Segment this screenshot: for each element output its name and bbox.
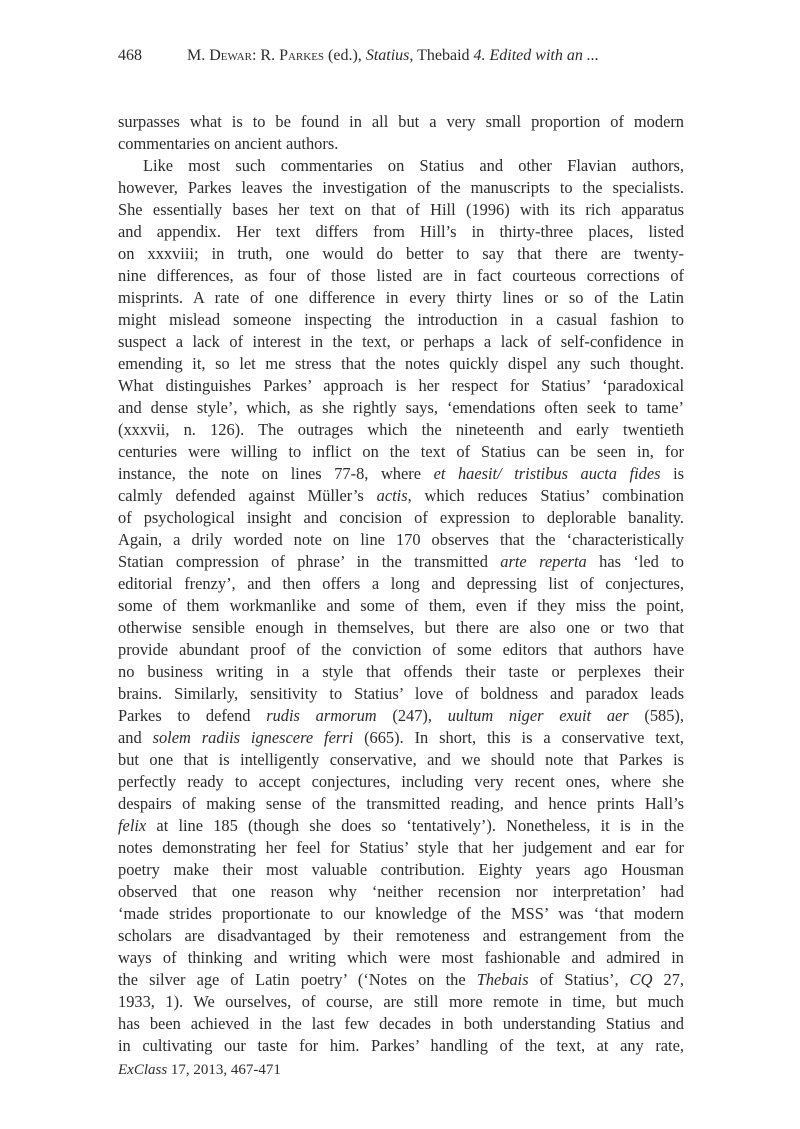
- text-segment: surpasses what is to be found in all but a very small proportion of modern: [118, 112, 684, 131]
- text-line: [118, 375, 684, 397]
- text-segment: editorial frenzy’, and then offers a long and depressing list of conjectures,: [118, 574, 684, 593]
- text-segment: but one that is intelligently conservative, and we should note that Parkes is: [118, 750, 684, 769]
- text-line: [118, 661, 684, 683]
- italic-text: actis: [376, 486, 408, 505]
- text-segment: and dense style’, which, as she rightly says, ‘emendations often seek to tame’: [118, 398, 684, 417]
- text-line: [118, 617, 684, 639]
- text-segment: and: [118, 728, 153, 747]
- text-line: [118, 947, 684, 969]
- text-line: [118, 419, 684, 441]
- text-line: [118, 353, 684, 375]
- editor-name: Parkes: [279, 47, 325, 64]
- text-segment: observed that one reason why ‘neither recension nor interpretation’ had: [118, 882, 684, 901]
- text-line: [118, 771, 684, 793]
- text-line: [118, 573, 684, 595]
- text-segment: brains. Similarly, sensitivity to Statius’ love of boldness and paradox leads: [118, 684, 684, 703]
- text-line: [118, 507, 684, 529]
- text-segment: perfectly ready to accept conjectures, including very recent ones, where she: [118, 772, 684, 791]
- text-segment: no business writing in a style that offends their taste or perplexes their: [118, 662, 684, 681]
- text-line: [118, 331, 684, 353]
- italic-text: felix: [118, 816, 147, 835]
- text-segment: of psychological insight and concision of expression to deplorable banality.: [118, 508, 684, 527]
- running-header: [118, 47, 599, 65]
- italic-text: rudis armorum: [266, 706, 377, 725]
- text-line: [118, 551, 684, 573]
- page-number: 468: [118, 47, 142, 64]
- text-line: [118, 529, 684, 551]
- text-segment: otherwise sensible enough in themselves, but there are also one or two that: [118, 618, 684, 637]
- text-line: [118, 221, 684, 243]
- text-segment: is: [660, 464, 685, 483]
- text-line: [118, 397, 684, 419]
- text-segment: commentaries on ancient authors.: [118, 134, 339, 153]
- book-title-work: Thebaid: [413, 47, 474, 64]
- text-segment: poetry make their most valuable contribution. Eighty years ago Housman: [118, 860, 684, 879]
- journal-name: ExClass: [118, 1062, 168, 1078]
- text-segment: (585),: [628, 706, 684, 725]
- text-segment: at line 185 (though she does so ‘tentatively’). Nonetheless, it is in the: [146, 816, 684, 835]
- text-segment: has been achieved in the last few decades in both understanding Statius and: [118, 1014, 684, 1033]
- text-line: [118, 485, 684, 507]
- text-segment: Again, a drily worded note on line 170 observes that the ‘characteristically: [118, 530, 684, 549]
- book-title-author: Statius,: [365, 47, 414, 64]
- text-line: [118, 815, 684, 837]
- text-segment: centuries were willing to inflict on the text of Statius can be seen in, for: [118, 442, 684, 461]
- text-line: [118, 199, 684, 221]
- text-segment: emending it, so let me stress that the notes quickly dispel any such thought.: [118, 354, 684, 373]
- italic-text: uultum niger exuit aer: [447, 706, 629, 725]
- text-segment: instance, the note on lines 77-8, where: [118, 464, 434, 483]
- text-segment: on xxxviii; in truth, one would do better to say that there are twenty-: [118, 244, 684, 263]
- italic-text: et haesit/ tristibus aucta fides: [433, 464, 661, 483]
- text-segment: nine differences, as four of those listed are in fact courteous corrections of: [118, 266, 684, 285]
- text-segment: What distinguishes Parkes’ approach is her respect for Statius’ ‘paradoxical: [118, 376, 684, 395]
- author-name: Dewar: [209, 47, 252, 64]
- text-line: [118, 265, 684, 287]
- text-line: [118, 177, 684, 199]
- text-segment: Like most such commentaries on Statius and other Flavian authors,: [143, 156, 684, 175]
- text-line: [118, 111, 684, 133]
- text-line: [118, 727, 684, 749]
- text-segment: Parkes to defend: [118, 706, 267, 725]
- text-line: [118, 749, 684, 771]
- text-segment: and appendix. Her text differs from Hill’s in thirty-three places, listed: [118, 222, 684, 241]
- text-segment: ‘made strides proportionate to our knowledge of the MSS’ was ‘that modern: [118, 904, 684, 923]
- text-segment: (247),: [376, 706, 448, 725]
- text-line: [118, 463, 684, 485]
- text-segment: She essentially bases her text on that of Hill (1996) with its rich apparatus: [118, 200, 684, 219]
- editor-label: (ed.),: [324, 47, 366, 64]
- text-line: [118, 925, 684, 947]
- text-segment: ways of thinking and writing which were most fashionable and admired in: [118, 948, 684, 967]
- text-segment: 27,: [652, 970, 684, 989]
- text-line: [118, 441, 684, 463]
- text-segment: in cultivating our taste for him. Parkes’ handling of the text, at any rate,: [118, 1036, 684, 1055]
- text-line: [118, 903, 684, 925]
- italic-text: solem radiis ignescere ferri: [152, 728, 354, 747]
- author-initial: M.: [187, 47, 210, 64]
- book-title-rest: 4. Edited with an ...: [473, 47, 599, 64]
- text-line: [118, 595, 684, 617]
- text-line: [118, 133, 684, 155]
- text-line: [118, 859, 684, 881]
- text-line: [118, 793, 684, 815]
- text-line: [118, 1035, 684, 1057]
- text-line: [118, 155, 684, 177]
- text-segment: (665). In short, this is a conservative text,: [353, 728, 685, 747]
- body-text: [118, 111, 684, 1057]
- text-segment: (xxxvii, n. 126). The outrages which the nineteenth and early twentieth: [118, 420, 684, 439]
- text-segment: some of them workmanlike and some of them, even if they miss the point,: [118, 596, 684, 615]
- text-segment: provide abundant proof of the conviction of some editors that authors have: [118, 640, 684, 659]
- text-line: [118, 639, 684, 661]
- text-line: [118, 837, 684, 859]
- text-segment: calmly defended against Müller’s: [118, 486, 377, 505]
- italic-text: CQ: [629, 970, 653, 989]
- text-segment: might mislead someone inspecting the introduction in a casual fashion to: [118, 310, 684, 329]
- text-line: [118, 969, 684, 991]
- text-segment: , which reduces Statius’ combination: [407, 486, 685, 505]
- text-segment: the silver age of Latin poetry’ (‘Notes on the: [118, 970, 477, 989]
- text-line: [118, 881, 684, 903]
- header-separator: : R.: [251, 47, 280, 64]
- text-segment: misprints. A rate of one difference in every thirty lines or so of the Latin: [118, 288, 684, 307]
- running-footer: [118, 1062, 281, 1079]
- text-segment: scholars are disadvantaged by their remoteness and estrangement from the: [118, 926, 684, 945]
- italic-text: arte reperta: [500, 552, 587, 571]
- text-segment: 1933, 1). We ourselves, of course, are still more remote in time, but much: [118, 992, 684, 1011]
- text-line: [118, 705, 684, 727]
- text-line: [118, 243, 684, 265]
- text-line: [118, 287, 684, 309]
- text-line: [118, 991, 684, 1013]
- text-line: [118, 1013, 684, 1035]
- journal-citation: 17, 2013, 467-471: [167, 1062, 281, 1078]
- text-segment: notes demonstrating her feel for Statius’ style that her judgement and ear for: [118, 838, 684, 857]
- text-segment: Statian compression of phrase’ in the transmitted: [118, 552, 501, 571]
- text-segment: suspect a lack of interest in the text, or perhaps a lack of self-confidence in: [118, 332, 684, 351]
- text-segment: has ‘led to: [586, 552, 684, 571]
- text-segment: of Statius’,: [528, 970, 630, 989]
- italic-text: Thebais: [476, 970, 529, 989]
- text-line: [118, 683, 684, 705]
- text-line: [118, 309, 684, 331]
- text-segment: however, Parkes leaves the investigation of the manuscripts to the specialists.: [118, 178, 684, 197]
- text-segment: despairs of making sense of the transmitted reading, and hence prints Hall’s: [118, 794, 684, 813]
